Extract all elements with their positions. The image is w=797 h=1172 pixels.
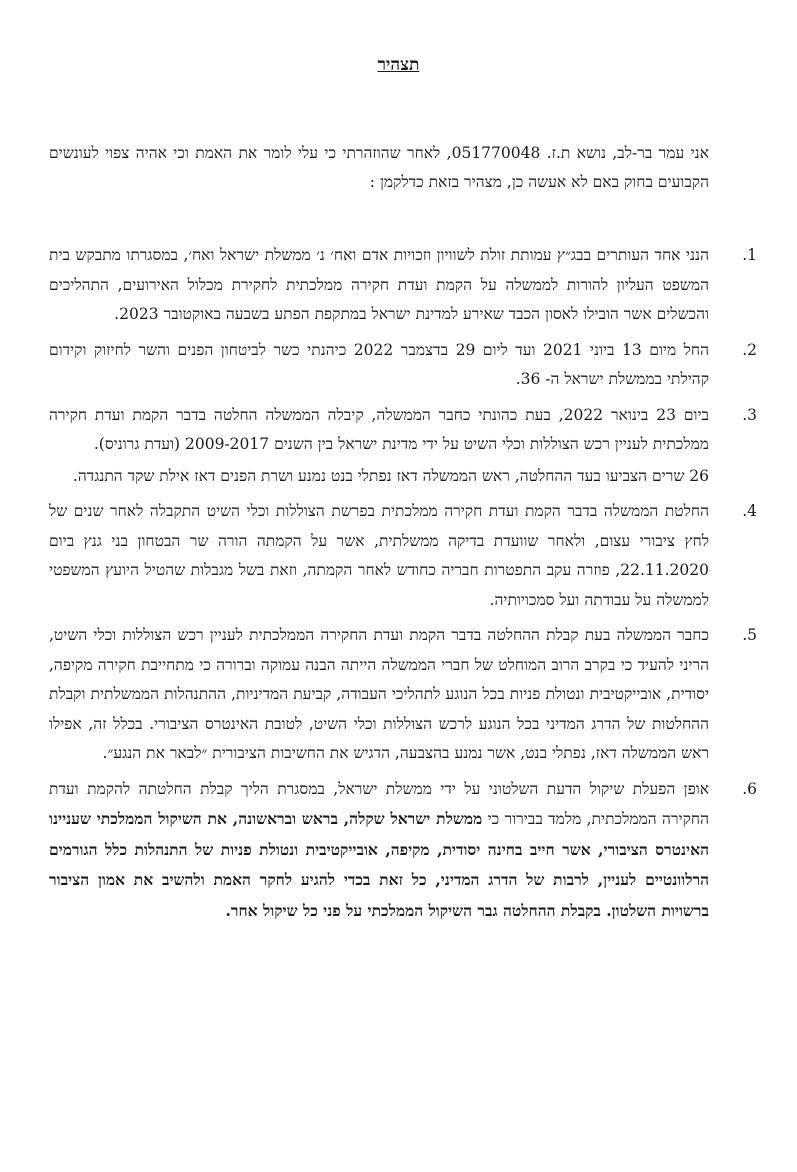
item-subparagraph: 26 שרים הצביעו בעד ההחלטה, ראש הממשלה דאז נפתלי בנט נמנע ושרת הפנים דאז אילת שקד התנגדה. (72, 466, 709, 485)
item-text: ביום 23 בינואר 2022, בעת כהונתי כחבר הממשלה, קיבלה הממשלה החלטה בדבר הקמת ועדת חקירה ממלכתית לעניין רכש הצוללות וכלי השיט על ידי מדינת ישראל בין השנים 2009-2017 (ועדת גרוניס). (49, 405, 709, 453)
document-title: תצהיר (377, 55, 420, 74)
list-item-6 (0, 775, 797, 927)
list-item-3 (0, 401, 797, 492)
list-item-1 (0, 241, 797, 330)
item-text-bold: ממשלת ישראל שקלה, בראש ובראשונה, את השיקול הממלכתי שעניינו האינטרס הציבורי, אשר חייב בחינה יסודית, מקיפה, אובייקטיבית ונטולת פניות של התנהלות כלל הגורמים הרלוונטיים לעניין, לרבות של הדרג המדיני, כל זאת בכדי להגיע לחקר האמת ולהשיב את אמון הציבור ברשויות השלטון. בקבלת ההחלטה גבר השיקול הממלכתי על פני כל שיקול אחר. (49, 809, 709, 920)
item-text-plain: אופן הפעלת שיקול הדעת השלטוני על ידי ממשלת ישראל, במסגרת הליך קבלת החלטתה להקמת ועדת החקירה הממלכתית, מלמד בבירור כי (49, 779, 709, 828)
list-item-5 (0, 621, 797, 769)
item-text: החל מיום 13 ביוני 2021 ועד ליום 29 בדצמבר 2022 כיהנתי כשר לביטחון הפנים והשר לחיזוק וקידום קהילתי בממשלת ישראל ה- 36. (49, 340, 709, 388)
list-item-2 (0, 336, 797, 395)
item-number: .4 (742, 502, 757, 520)
list-item-4 (0, 497, 797, 615)
numbered-list (0, 241, 797, 932)
item-number: .2 (742, 340, 757, 359)
item-text: החלטת הממשלה בדבר הקמת ועדת חקירה ממלכתית בפרשת הצוללות וכלי השיט התקבלה לאחר שנים של לחץ ציבורי עצום, ולאחר שוועדת בדיקה ממשלתית, אשר על הקמתה הורה שר הבטחון בני גנץ ביום 22.11.2020, פוזרה עקב התפטרות חבריה כחודש לאחר הקמתה, וזאת בשל מגבלות שהטיל היועץ המשפטי לממשלה על עבודתה ועל סמכויותיה. (49, 502, 709, 609)
item-text: כחבר הממשלה בעת קבלת ההחלטה בדבר הקמת ועדת החקירה הממלכתית לעניין רכש הצוללות וכלי השיט, הריני להעיד כי בקרב הרוב המוחלט של חברי הממשלה הייתה הבנה עמוקה וברורה כי מתחייבת חקירה מקיפה, יסודית, אובייקטיבית ונטולת פניות בכל הנוגע לתהליכי העבודה, קביעת המדיניות, ההתנהלות הממשלתית וקבלת ההחלטות של הדרג המדיני בכל הנוגע לרכש הצוללות וכלי השיט, לטובת האינטרס הציבורי. בכלל זה, אפילו ראש הממשלה דאז, נפתלי בנט, אשר נמנע בהצבעה, הדגיש את החשיבות הציבורית ״לבאר את הנגע״. (49, 626, 709, 762)
item-text: הנני אחד העותרים בבג״ץ עמותת זולת לשוויון וזכויות אדם ואח׳ נ׳ ממשלת ישראל ואח׳, במסגרתו מתבקש בית המשפט העליון להורות לממשלה על הקמת ועדת חקירה ממלכתית לחקירת מכלול האירועים, התהליכים והכשלים אשר הובילו לאסון הכבד שאירע למדינת ישראל במתקפת הפתע בשבעה באוקטובר 2023. (49, 246, 709, 323)
item-number: .3 (742, 405, 757, 424)
item-text (49, 775, 709, 927)
item-number: .5 (742, 626, 757, 644)
item-number: .6 (742, 779, 757, 798)
item-number: .1 (742, 246, 757, 264)
intro-paragraph: אני עמר בר-לב, נושא ת.ז. 051770048, לאחר שהוזהרתי כי עלי לומר את האמת וכי אהיה צפוי לעונשים הקבועים בחוק באם לא אעשה כן, מצהיר בזאת כדלקמן : (49, 144, 710, 191)
